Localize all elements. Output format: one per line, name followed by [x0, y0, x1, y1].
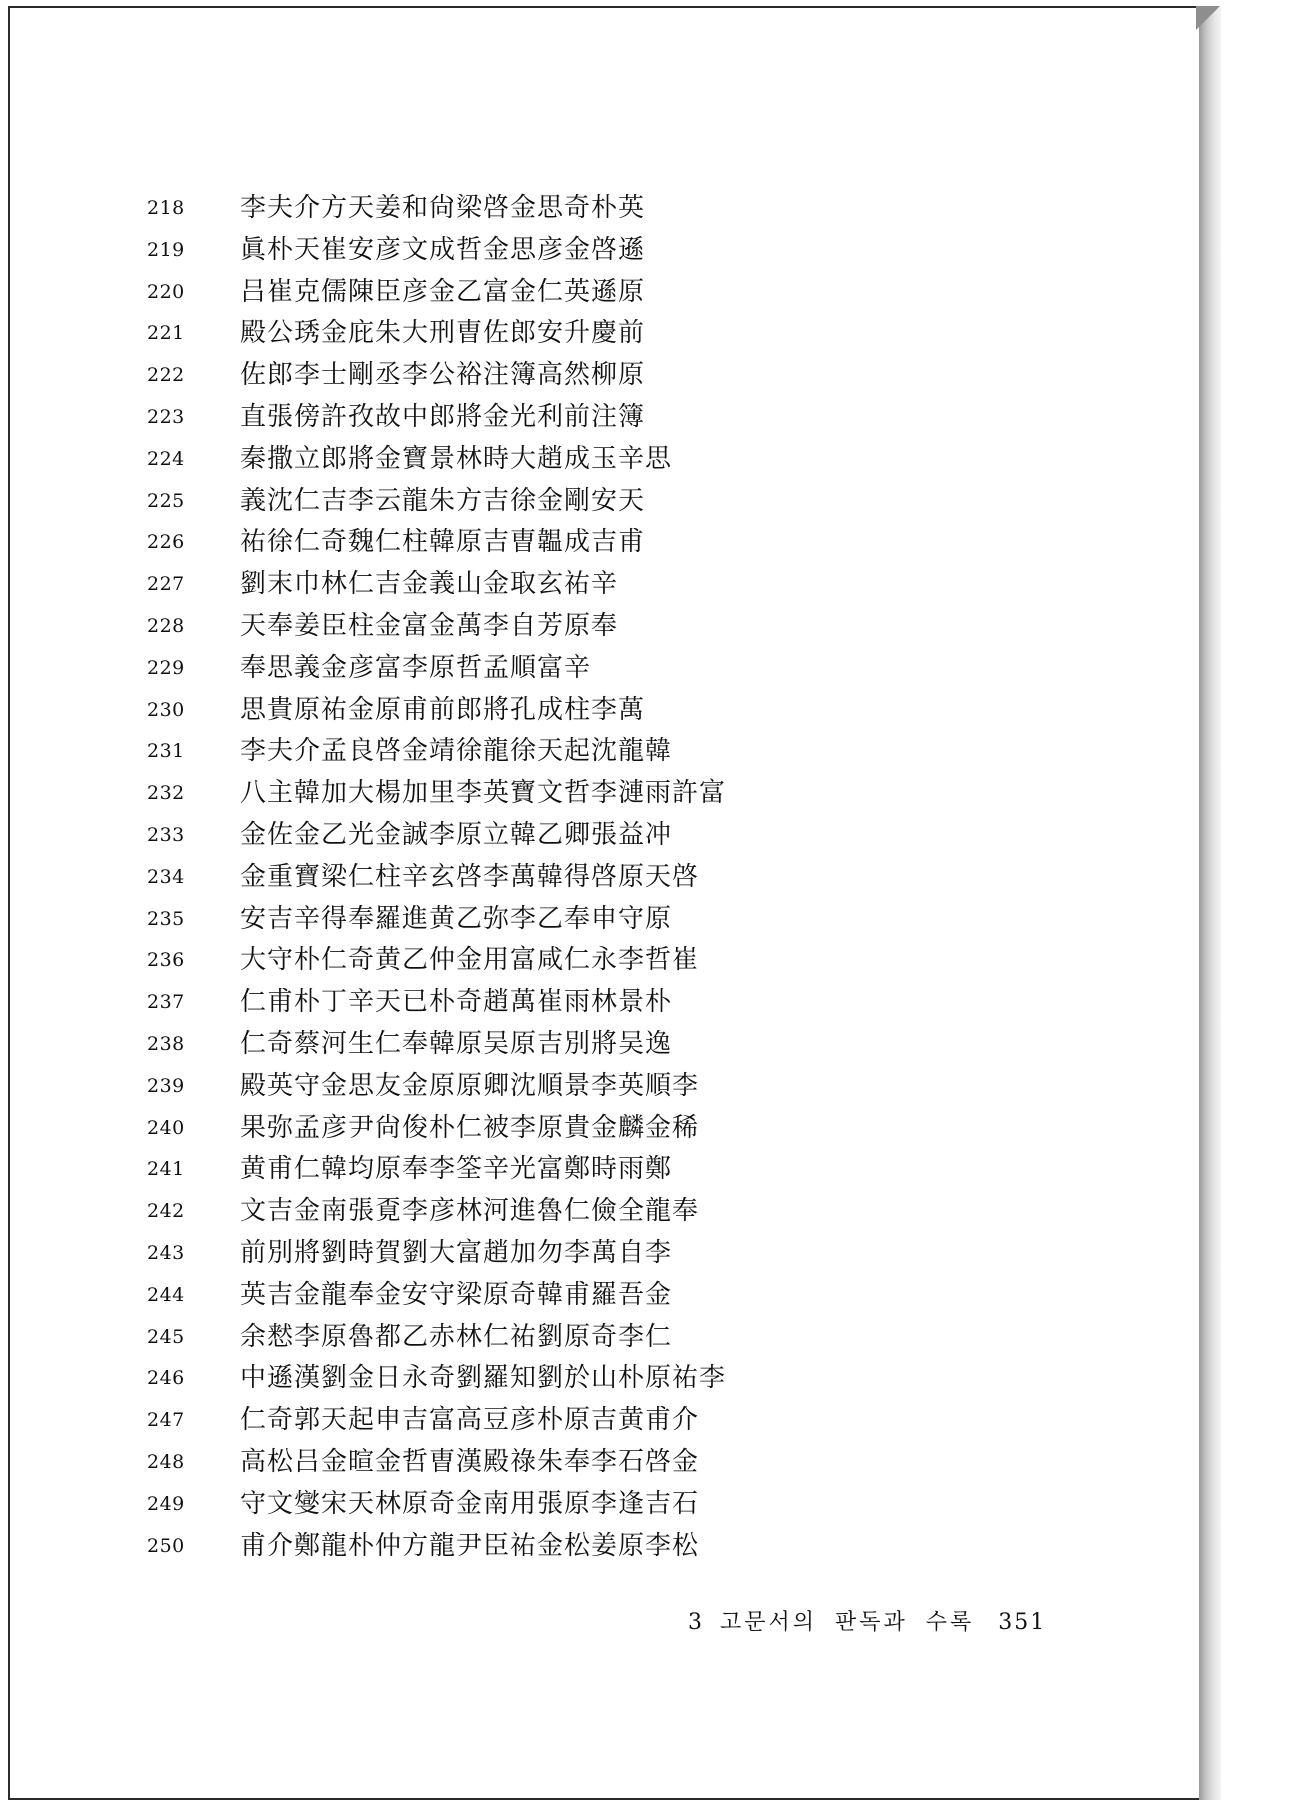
list-item — [10, 397, 1200, 439]
line-number: 237 — [147, 991, 185, 1014]
list-item — [10, 815, 1200, 857]
name-line-text: 高松吕金暄金哲曺漢殿祿朱奉李石啓金 — [240, 1446, 700, 1477]
running-title: 고문서의 판독과 수록 — [720, 1610, 975, 1635]
list-item — [10, 648, 1200, 690]
name-line-text: 前別將劉時賀劉大富趙加勿李萬自李 — [240, 1237, 673, 1268]
line-number: 241 — [147, 1158, 185, 1181]
line-number: 218 — [147, 197, 185, 219]
list-item — [10, 1233, 1200, 1275]
name-line-text: 吕崔克儒陳臣彦金乙富金仁英遜原 — [240, 276, 646, 307]
name-line-text: 眞朴天崔安彦文成哲金思彦金啓遜 — [240, 234, 646, 265]
name-line-text: 奉思義金彦富李原哲孟順富辛 — [240, 652, 592, 683]
name-line-text: 思貴原祐金原甫前郎將孔成柱李萬 — [240, 694, 646, 725]
name-line-text: 文吉金南張覔李彦林河進魯仁儉全龍奉 — [240, 1196, 700, 1227]
list-item — [10, 522, 1200, 564]
list-item — [10, 690, 1200, 732]
name-line-text: 余慭李原魯都乙赤林仁祐劉原奇李仁 — [240, 1321, 673, 1352]
line-number: 221 — [147, 322, 185, 345]
line-number: 226 — [147, 531, 185, 554]
name-line-text: 仁奇郭天起申吉富高豆彦朴原吉黄甫介 — [240, 1405, 700, 1436]
line-number: 250 — [147, 1534, 185, 1557]
document-page — [8, 6, 1201, 1800]
name-line-text: 甫介鄭龍朴仲方龍尹臣祐金松姜原李松 — [240, 1530, 700, 1561]
list-item — [10, 1526, 1200, 1568]
name-line-text: 安吉辛得奉羅進黄乙弥李乙奉申守原 — [240, 903, 673, 934]
page-corner-fold — [1196, 6, 1220, 30]
name-line-text: 黄甫仁韓均原奉李筌辛光富鄭時雨鄭 — [240, 1154, 673, 1185]
page-edge-shadow — [1199, 6, 1221, 1800]
line-number: 230 — [147, 698, 185, 721]
page-number: 351 — [998, 1610, 1047, 1635]
line-number: 238 — [147, 1032, 185, 1055]
name-line-text: 李夫介孟良啓金靖徐龍徐天起沈龍韓 — [240, 736, 673, 767]
line-number: 234 — [147, 865, 185, 888]
line-number: 235 — [147, 907, 185, 930]
name-line-text: 天奉姜臣柱金富金萬李自芳原奉 — [240, 610, 619, 641]
chapter-number: 3 — [688, 1610, 702, 1635]
name-line-text: 劉末巾林仁吉金義山金取玄祐辛 — [240, 569, 619, 600]
list-item — [10, 355, 1200, 397]
list-item — [10, 1484, 1200, 1526]
list-item — [10, 899, 1200, 941]
name-line-text: 殿英守金思友金原原卿沈順景李英順李 — [240, 1070, 700, 1101]
line-number: 242 — [147, 1200, 185, 1223]
name-line-text: 大守朴仁奇黄乙仲金用富咸仁永李哲崔 — [240, 945, 700, 976]
name-line-text: 果弥孟彦尹尙俊朴仁被李原貴金麟金稀 — [240, 1112, 700, 1143]
name-line-text: 金佐金乙光金誠李原立韓乙卿張益冲 — [240, 819, 673, 850]
line-number: 243 — [147, 1241, 185, 1264]
line-number: 245 — [147, 1325, 185, 1348]
list-item — [10, 1024, 1200, 1066]
name-line-text: 殿公琇金庇朱大刑曺佐郎安升慶前 — [240, 318, 646, 349]
list-item — [10, 1317, 1200, 1359]
line-number: 219 — [147, 238, 185, 261]
line-number: 231 — [147, 740, 185, 763]
list-item — [10, 1400, 1200, 1442]
line-number: 244 — [147, 1283, 185, 1306]
name-line-text: 金重寶梁仁柱辛玄啓李萬韓得啓原天啓 — [240, 861, 700, 892]
line-number: 225 — [147, 489, 185, 512]
name-line-text: 仁奇蔡河生仁奉韓原吴原吉別將吴逸 — [240, 1028, 673, 1059]
list-item — [10, 481, 1200, 523]
list-item — [10, 1358, 1200, 1400]
list-item — [10, 606, 1200, 648]
list-item — [10, 313, 1200, 355]
list-item — [10, 857, 1200, 899]
list-item — [10, 982, 1200, 1024]
line-number: 239 — [147, 1074, 185, 1097]
list-item — [10, 564, 1200, 606]
line-number: 222 — [147, 364, 185, 387]
line-number: 249 — [147, 1492, 185, 1515]
name-line-text: 直張傍許孜故中郎將金光利前注簿 — [240, 401, 646, 432]
list-item — [10, 272, 1200, 314]
list-item — [10, 439, 1200, 481]
list-item — [10, 1275, 1200, 1317]
line-number: 220 — [147, 280, 185, 303]
name-line-text: 仁甫朴丁辛天已朴奇趙萬崔雨林景朴 — [240, 987, 673, 1018]
name-line-text: 義沈仁吉李云龍朱方吉徐金剛安天 — [240, 485, 646, 516]
name-line-text: 英吉金龍奉金安守梁原奇韓甫羅吾金 — [240, 1279, 673, 1310]
list-item — [10, 940, 1200, 982]
list-item — [10, 731, 1200, 773]
name-line-text: 中遜漢劉金日永奇劉羅知劉於山朴原祐李 — [240, 1363, 727, 1394]
name-line-text: 李夫介方天姜和尙梁啓金思奇朴英 — [240, 193, 646, 223]
line-number: 247 — [147, 1409, 185, 1432]
list-item — [10, 230, 1200, 272]
line-number: 240 — [147, 1116, 185, 1139]
list-item — [10, 188, 1200, 230]
line-number: 232 — [147, 782, 185, 805]
name-list — [10, 188, 1200, 1567]
list-item — [10, 773, 1200, 815]
page-footer — [688, 1605, 1046, 1636]
name-line-text: 守文燮宋天林原奇金南用張原李逢吉石 — [240, 1488, 700, 1519]
list-item — [10, 1442, 1200, 1484]
list-item — [10, 1191, 1200, 1233]
list-item — [10, 1108, 1200, 1150]
line-number: 227 — [147, 573, 185, 596]
line-number: 223 — [147, 405, 185, 428]
line-number: 246 — [147, 1367, 185, 1390]
list-item — [10, 1149, 1200, 1191]
line-number: 248 — [147, 1450, 185, 1473]
line-number: 236 — [147, 949, 185, 972]
line-number: 228 — [147, 614, 185, 637]
line-number: 233 — [147, 823, 185, 846]
name-line-text: 祐徐仁奇魏仁柱韓原吉曺韞成吉甫 — [240, 527, 646, 558]
list-item — [10, 1066, 1200, 1108]
name-line-text: 秦撒立郎將金寶景林時大趙成玉辛思 — [240, 443, 673, 474]
line-number: 229 — [147, 656, 185, 679]
line-number: 224 — [147, 447, 185, 470]
name-line-text: 佐郎李士剛丞李公裕注簿高然柳原 — [240, 360, 646, 391]
name-line-text: 八主韓加大楊加里李英寶文哲李漣雨許富 — [240, 778, 727, 809]
